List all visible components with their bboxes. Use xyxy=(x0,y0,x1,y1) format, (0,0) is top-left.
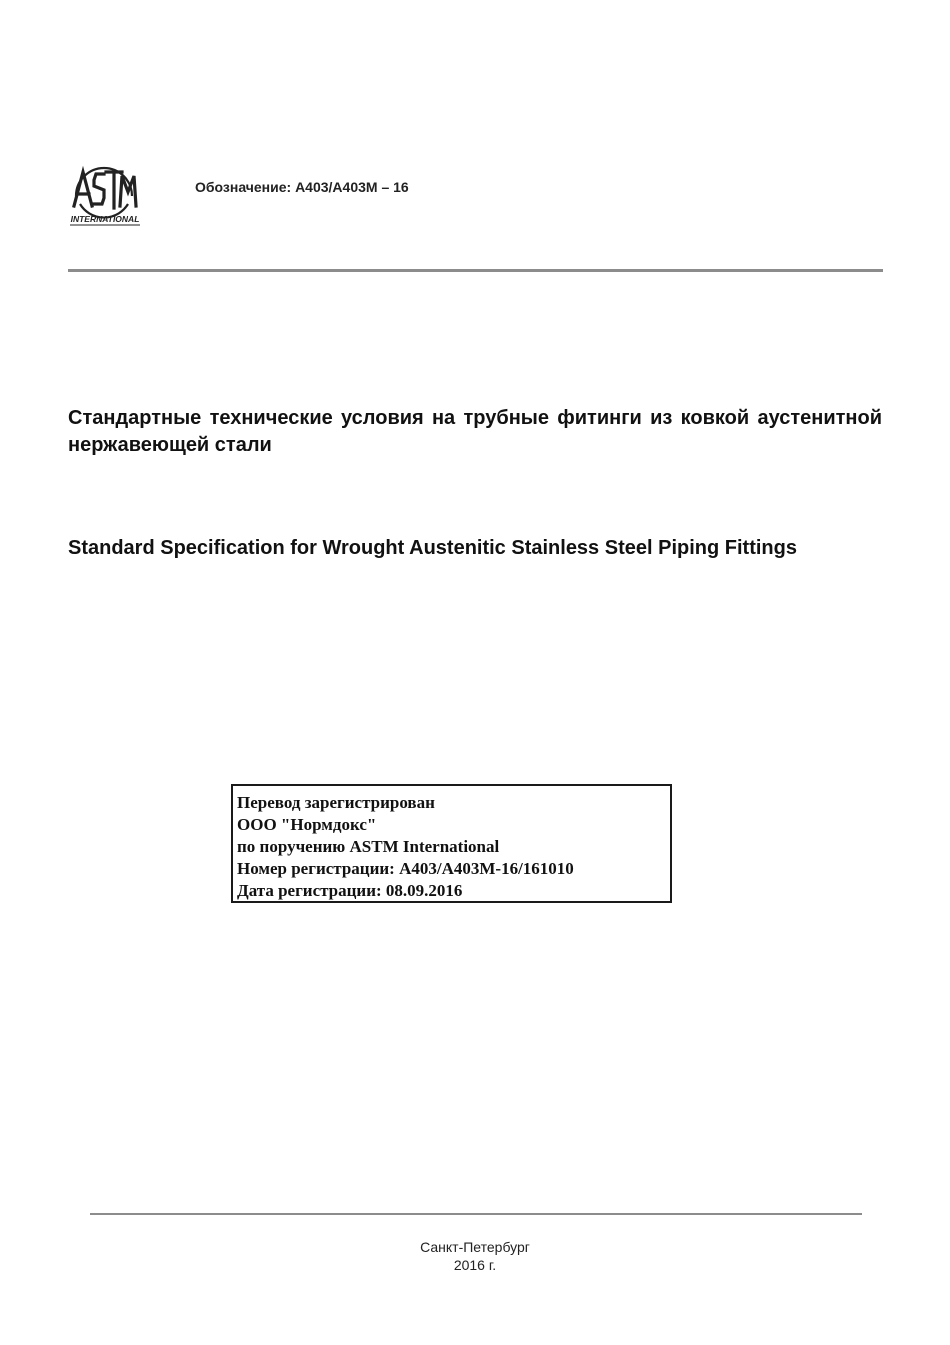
registration-line: ООО "Нормдокс" xyxy=(237,815,377,834)
designation-label: Обозначение: A403/A403M – 16 xyxy=(195,179,409,195)
registration-line: Дата регистрации: 08.09.2016 xyxy=(237,881,463,900)
footer-year: 2016 г. xyxy=(453,1257,497,1273)
svg-text:INTERNATIONAL: INTERNATIONAL xyxy=(70,214,140,224)
astm-logo-icon xyxy=(66,158,144,228)
registration-box xyxy=(231,784,672,903)
title-english: Standard Specification for Wrought Austenitic Stainless Steel Piping Fittings xyxy=(68,537,797,559)
registration-line: Перевод зарегистрирован xyxy=(237,793,435,812)
footer-divider xyxy=(90,1213,862,1215)
header-divider xyxy=(68,269,883,272)
registration-line: Номер регистрации: A403/A403M-16/161010 xyxy=(237,859,574,878)
registration-line: по поручению ASTM International xyxy=(237,837,500,856)
title-russian: Стандартные технические условия на трубные фитинги из ковкой аустенитной нержавеющей стали xyxy=(68,407,882,456)
footer xyxy=(0,1238,950,1274)
footer-city: Санкт-Петербург xyxy=(420,1239,530,1255)
astm-logo xyxy=(66,158,144,228)
